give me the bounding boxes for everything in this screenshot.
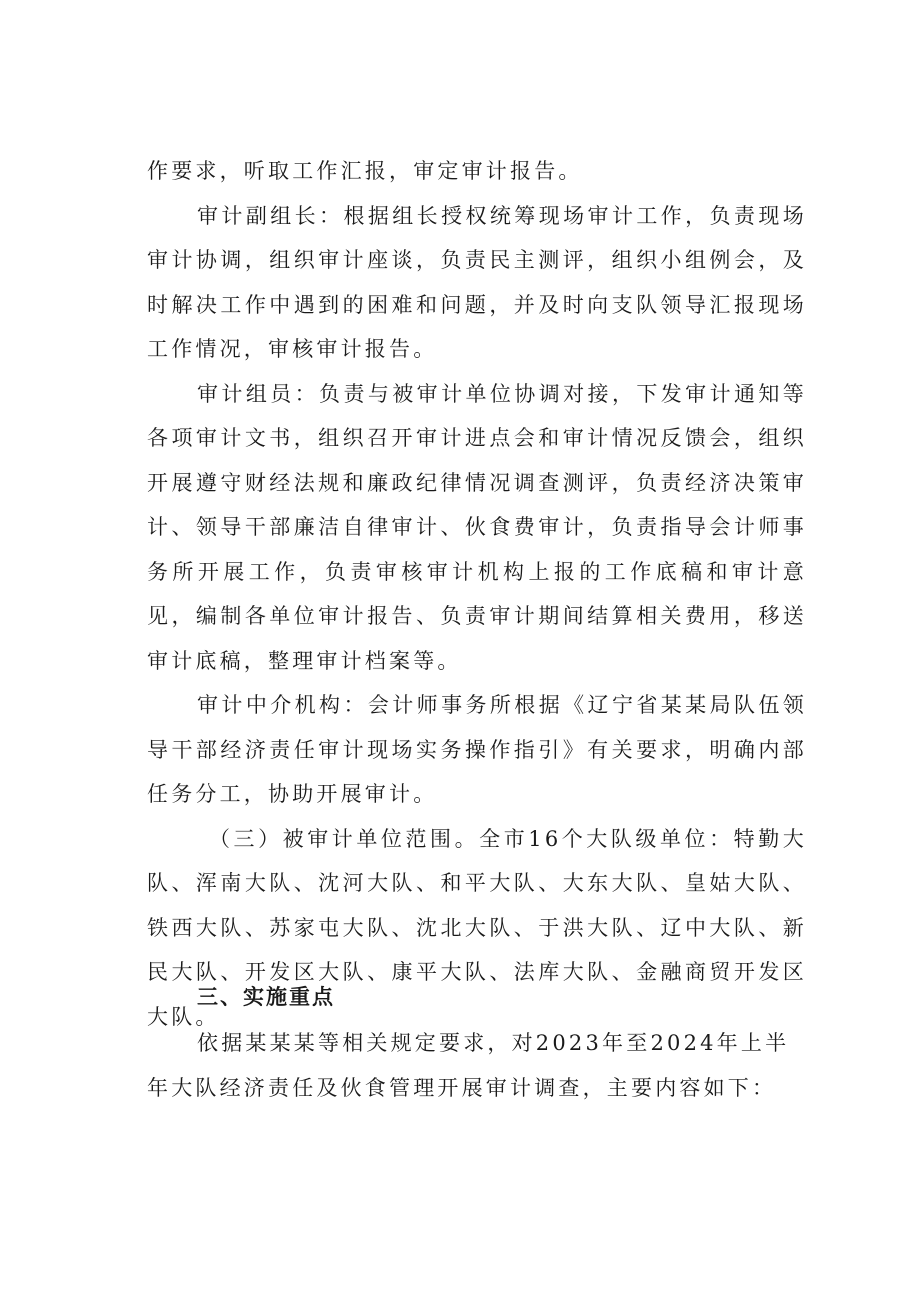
closing-line-2: 年大队经济责任及伙食管理开展审计调查，主要内容如下： xyxy=(147,1075,777,1100)
section-heading: 三、实施重点 xyxy=(197,985,335,1009)
body-text xyxy=(147,149,807,1039)
paragraph-agency: 审计中介机构：会计师事务所根据《辽宁省某某局队伍领导干部经济责任审计现场实务操作指引》有关要求，明确内部任务分工，协助开展审计。 xyxy=(147,693,807,806)
paragraph-deputy-leader: 审计副组长：根据组长授权统筹现场审计工作，负责现场审计协调，组织审计座谈，负责民主测评，组织小组例会，及时解决工作中遇到的困难和问题，并及时向支队领导汇报现场工作情况，审核审计报告。 xyxy=(147,203,807,361)
closing-text xyxy=(147,1021,807,1110)
closing-line-1: 依据某某某等相关规定要求，对2023年至2024年上半 xyxy=(197,1031,790,1055)
paragraph-continuation: 作要求，听取工作汇报，审定审计报告。 xyxy=(147,159,583,183)
paragraph-team-member: 审计组员：负责与被审计单位协调对接，下发审计通知等各项审计文书，组织召开审计进点会和审计情况反馈会，组织开展遵守财经法规和廉政纪律情况调查测评，负责经济决策审计、领导干部廉洁自律审计、伙食费审计，负责指导会计师事务所开展工作，负责审核审计机构上报的工作底稿和审计意见，编制各单位审计报告、负责审计期间结算相关费用，移送审计底稿，整理审计档案等。 xyxy=(147,381,807,673)
paragraph-scope: （三）被审计单位范围。全市16个大队级单位：特勤大队、浑南大队、沈河大队、和平大队、大东大队、皇姑大队、铁西大队、苏家屯大队、沈北大队、于洪大队、辽中大队、新民大队、开发区大队、康平大队、法库大队、金融商贸开发区大队。 xyxy=(147,826,807,1029)
